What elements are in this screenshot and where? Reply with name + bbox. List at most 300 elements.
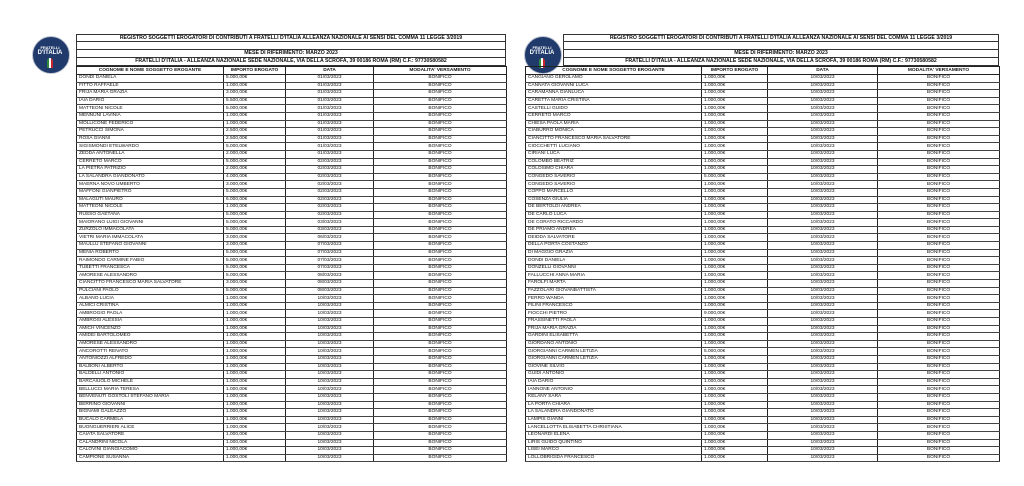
payment-method: BONIFICO	[878, 173, 1000, 181]
payment-method: BONIFICO	[878, 128, 1000, 136]
table-row	[526, 143, 1000, 151]
donation-amount: 5.000,00€	[224, 249, 286, 257]
payment-method: BONIFICO	[878, 150, 1000, 158]
payment-method: BONIFICO	[374, 325, 507, 333]
table-row	[526, 219, 1000, 227]
donation-date: 10/03/2023	[768, 196, 878, 204]
donor-name: PULCIANI PAOLO	[77, 287, 224, 295]
payment-method: BONIFICO	[878, 439, 1000, 447]
donation-date: 10/03/2023	[286, 424, 374, 432]
payment-method: BONIFICO	[374, 393, 507, 401]
donation-date: 02/03/2023	[286, 196, 374, 204]
payment-method: BONIFICO	[878, 97, 1000, 105]
donor-name: CARETTA MARIA CRISTINA	[526, 97, 702, 105]
payment-method: BONIFICO	[374, 204, 507, 212]
table-row	[526, 287, 1000, 295]
donation-date: 10/03/2023	[286, 371, 374, 379]
table-row	[526, 393, 1000, 401]
donation-date: 08/03/2023	[286, 272, 374, 280]
donation-date: 10/03/2023	[768, 325, 878, 333]
payment-method: BONIFICO	[878, 166, 1000, 174]
donation-amount: 1.000,00€	[224, 386, 286, 394]
donation-date: 10/03/2023	[768, 188, 878, 196]
donation-date: 10/03/2023	[768, 181, 878, 189]
table-row	[526, 363, 1000, 371]
donation-amount: 1.000,00€	[702, 219, 768, 227]
donation-date: 10/03/2023	[286, 363, 374, 371]
payment-method: BONIFICO	[374, 158, 507, 166]
donation-amount: 1.000,00€	[224, 431, 286, 439]
donor-name: LAMPIS GIANNI	[526, 416, 702, 424]
donation-date: 10/03/2023	[768, 219, 878, 227]
donation-amount: 1.000,00€	[702, 355, 768, 363]
payment-method: BONIFICO	[878, 401, 1000, 409]
donor-name: DONDI DANIELA	[526, 257, 702, 265]
donation-date: 10/03/2023	[768, 90, 878, 98]
registry-title: REGISTRO SOGGETTI EROGATORI DI CONTRIBUTI A FRATELLI D'ITALIA ALLEANZA NAZIONALE AI SENSI DEL COMMA 11 LEGGE 3/2019	[76, 34, 506, 42]
donation-amount: 1.000,00€	[702, 378, 768, 386]
table-row	[526, 242, 1000, 250]
table-row	[526, 318, 1000, 326]
table-row	[526, 378, 1000, 386]
donation-date: 10/03/2023	[768, 310, 878, 318]
table-row	[77, 340, 507, 348]
donation-date: 10/03/2023	[286, 295, 374, 303]
tricolor-flame-icon	[47, 58, 53, 68]
donor-name: DE PRIAMO ANDREA	[526, 226, 702, 234]
donation-date: 01/03/2023	[286, 143, 374, 151]
donor-name: DEIDDA SALVATORE	[526, 234, 702, 242]
table-row	[526, 431, 1000, 439]
table-row	[526, 90, 1000, 98]
payment-method: BONIFICO	[878, 295, 1000, 303]
donation-date: 10/03/2023	[768, 280, 878, 288]
donation-date: 10/03/2023	[768, 401, 878, 409]
donation-amount: 1.000,00€	[702, 112, 768, 120]
donation-date: 10/03/2023	[768, 431, 878, 439]
column-header-amount: IMPORTO EROGATO	[224, 67, 286, 75]
donation-date: 01/03/2023	[286, 128, 374, 136]
donation-amount: 1.000,00€	[702, 439, 768, 447]
donor-name: CIOCCHETTI LUCIANO	[526, 143, 702, 151]
donor-name: FRIJA MARIA GRAZIA	[77, 90, 224, 98]
donor-name: ALBANO LUCIA	[77, 295, 224, 303]
table-row	[526, 211, 1000, 219]
donor-name: COLOSIMO CHIARA	[526, 166, 702, 174]
donation-amount: 1.000,00€	[702, 249, 768, 257]
payment-method: BONIFICO	[878, 226, 1000, 234]
table-row	[77, 97, 507, 105]
donor-name: GIORGIANNI CARMEN LETIZIA	[526, 348, 702, 356]
payment-method: BONIFICO	[374, 166, 507, 174]
donation-date: 10/03/2023	[768, 287, 878, 295]
table-row	[77, 120, 507, 128]
donation-amount: 1.000,00€	[224, 393, 286, 401]
donation-amount: 1.000,00€	[702, 302, 768, 310]
payment-method: BONIFICO	[374, 242, 507, 250]
donor-name: MATTEONI NICOLE	[77, 204, 224, 212]
donation-amount: 1.000,00€	[224, 363, 286, 371]
donor-name: CIRIANI LUCA	[526, 150, 702, 158]
table-row	[77, 416, 507, 424]
donor-name: VIETRI MARIA IMMACOLATA	[77, 234, 224, 242]
donor-name: CERRETO MARCO	[526, 112, 702, 120]
donor-name: ZEDDA ANTONELLA	[77, 150, 224, 158]
donor-name: MAULLU STEFANO GIOVANNI	[77, 242, 224, 250]
payment-method: BONIFICO	[374, 363, 507, 371]
donation-amount: 1.000,00€	[224, 378, 286, 386]
payment-method: BONIFICO	[878, 204, 1000, 212]
logo-text-line2: D'ITALIA	[37, 50, 63, 56]
reference-month: MESE DI RIFERIMENTO: MARZO 2023	[76, 50, 506, 58]
donation-amount: 1.000,00€	[702, 454, 768, 462]
donation-amount: 1.000,00€	[702, 325, 768, 333]
table-row	[526, 257, 1000, 265]
table-row	[526, 280, 1000, 288]
table-row	[77, 272, 507, 280]
donor-name: LANCELLOTTA ELISABETTA CHRISTIANA	[526, 424, 702, 432]
donation-amount: 5.000,00€	[224, 264, 286, 272]
donation-amount: 1.000,00€	[224, 424, 286, 432]
donation-amount: 1.000,00€	[702, 75, 768, 83]
table-row	[77, 181, 507, 189]
donation-date: 10/03/2023	[286, 393, 374, 401]
payment-method: BONIFICO	[374, 454, 507, 462]
logo-text-line1: FRATELLI	[532, 45, 552, 50]
donor-name: KELANY SARA	[526, 393, 702, 401]
table-row	[526, 340, 1000, 348]
donation-date: 10/03/2023	[768, 120, 878, 128]
table-row	[526, 386, 1000, 394]
payment-method: BONIFICO	[374, 150, 507, 158]
donor-name: LIRIS GUIDO QUINTINO	[526, 439, 702, 447]
donation-date: 01/03/2023	[286, 90, 374, 98]
table-header-row	[77, 67, 507, 75]
donor-name: FRIJA MARIA GRAZIA	[526, 325, 702, 333]
donor-name: CALANDRINI NICOLA	[77, 439, 224, 447]
donor-name: CAIATA SALVATORE	[77, 431, 224, 439]
table-row	[526, 204, 1000, 212]
table-row	[77, 386, 507, 394]
donation-amount: 1.000,00€	[702, 409, 768, 417]
table-row	[526, 371, 1000, 379]
donor-name: ANCOROTTI RENATO	[77, 348, 224, 356]
payment-method: BONIFICO	[878, 318, 1000, 326]
table-row	[77, 204, 507, 212]
donation-amount: 1.000,00€	[702, 447, 768, 455]
party-logo	[28, 36, 72, 76]
donation-amount: 1.000,00€	[224, 333, 286, 341]
payment-method: BONIFICO	[878, 90, 1000, 98]
payment-method: BONIFICO	[374, 249, 507, 257]
logo-text-line2: D'ITALIA	[529, 50, 555, 56]
payment-method: BONIFICO	[374, 181, 507, 189]
table-row	[77, 393, 507, 401]
payment-method: BONIFICO	[878, 431, 1000, 439]
donation-amount: 1.000,00€	[224, 295, 286, 303]
donor-name: ZURZOLO IMMACOLATA	[77, 226, 224, 234]
payment-method: BONIFICO	[878, 272, 1000, 280]
payment-method: BONIFICO	[878, 181, 1000, 189]
donor-name: COPPO MARCELLO	[526, 188, 702, 196]
payment-method: BONIFICO	[878, 135, 1000, 143]
donation-date: 01/03/2023	[286, 105, 374, 113]
donation-amount: 1.000,00€	[224, 112, 286, 120]
payment-method: BONIFICO	[374, 386, 507, 394]
table-row	[77, 257, 507, 265]
donation-date: 10/03/2023	[768, 166, 878, 174]
payment-method: BONIFICO	[374, 234, 507, 242]
donor-name: BARCAIUOLO MICHELE	[77, 378, 224, 386]
table-row	[526, 447, 1000, 455]
donor-name: BALBONI ALBERTO	[77, 363, 224, 371]
table-row	[77, 75, 507, 83]
column-header-date: DATA	[768, 67, 878, 75]
table-row	[77, 105, 507, 113]
donation-amount: 1.000,00€	[224, 439, 286, 447]
payment-method: BONIFICO	[878, 340, 1000, 348]
payment-method: BONIFICO	[374, 226, 507, 234]
table-row	[77, 287, 507, 295]
donation-date: 10/03/2023	[768, 75, 878, 83]
reference-month: MESE DI RIFERIMENTO: MARZO 2023	[563, 50, 999, 58]
donation-amount: 5.000,00€	[224, 272, 286, 280]
donation-date: 10/03/2023	[286, 416, 374, 424]
donor-name: LA SALANDRA GIANDONATO	[77, 173, 224, 181]
table-row	[77, 188, 507, 196]
donation-date: 10/03/2023	[768, 143, 878, 151]
donation-amount: 1.000,00€	[702, 363, 768, 371]
donation-date: 01/03/2023	[286, 82, 374, 90]
payment-method: BONIFICO	[374, 348, 507, 356]
table-row	[526, 295, 1000, 303]
payment-method: BONIFICO	[374, 257, 507, 265]
table-row	[77, 128, 507, 136]
payment-method: BONIFICO	[878, 333, 1000, 341]
donation-date: 07/03/2023	[286, 242, 374, 250]
donation-date: 10/03/2023	[768, 128, 878, 136]
donation-amount: 1.000,00€	[224, 416, 286, 424]
payment-method: BONIFICO	[878, 120, 1000, 128]
donation-date: 10/03/2023	[768, 135, 878, 143]
donor-name: BUCALO CARMELA	[77, 416, 224, 424]
donation-date: 01/03/2023	[286, 97, 374, 105]
donation-amount: 1.000,00€	[702, 204, 768, 212]
donor-name: LISEI MARCO	[526, 447, 702, 455]
table-row	[77, 424, 507, 432]
donation-date: 10/03/2023	[768, 249, 878, 257]
donation-date: 10/03/2023	[768, 173, 878, 181]
table-row	[77, 363, 507, 371]
donation-amount: 1.000,00€	[702, 181, 768, 189]
table-row	[526, 135, 1000, 143]
donation-date: 10/03/2023	[768, 97, 878, 105]
donation-amount: 5.000,00€	[224, 143, 286, 151]
donation-amount: 1.000,00€	[702, 135, 768, 143]
table-row	[526, 120, 1000, 128]
donation-amount: 1.000,00€	[702, 257, 768, 265]
table-row	[526, 454, 1000, 462]
donation-amount: 1.000,00€	[702, 280, 768, 288]
payment-method: BONIFICO	[374, 105, 507, 113]
payment-method: BONIFICO	[878, 257, 1000, 265]
donation-amount: 1.000,00€	[702, 318, 768, 326]
table-row	[526, 75, 1000, 83]
donor-name: LEONARDI ELENA	[526, 431, 702, 439]
donation-amount: 1.000,00€	[224, 409, 286, 417]
payment-method: BONIFICO	[374, 371, 507, 379]
column-header-name: COGNOME E NOME SOGGETTO EROGANTE	[77, 67, 224, 75]
table-row	[77, 431, 507, 439]
donation-date: 08/03/2023	[286, 280, 374, 288]
table-row	[526, 348, 1000, 356]
donor-name: FAROLFI MARTA	[526, 280, 702, 288]
payment-method: BONIFICO	[374, 219, 507, 227]
donation-date: 02/03/2023	[286, 188, 374, 196]
table-row	[526, 439, 1000, 447]
table-row	[77, 280, 507, 288]
payment-method: BONIFICO	[374, 188, 507, 196]
table-row	[77, 310, 507, 318]
payment-method: BONIFICO	[878, 424, 1000, 432]
donor-name: FALLUCCHI ANNA MARIA	[526, 272, 702, 280]
donation-date: 10/03/2023	[768, 264, 878, 272]
donation-date: 02/03/2023	[286, 158, 374, 166]
payment-method: BONIFICO	[878, 234, 1000, 242]
table-row	[77, 166, 507, 174]
donor-name: MAIORANO LUIGI GIOVANNI	[77, 219, 224, 227]
donation-amount: 5.000,00€	[224, 188, 286, 196]
table-row	[77, 333, 507, 341]
table-row	[77, 348, 507, 356]
payment-method: BONIFICO	[878, 105, 1000, 113]
table-row	[77, 143, 507, 151]
donor-name: ROSA GIANNI	[77, 135, 224, 143]
donor-name: GIORGIANNI CARMEN LETIZIA	[526, 355, 702, 363]
table-row	[77, 295, 507, 303]
donor-name: RUSSO GAETANA	[77, 211, 224, 219]
payment-method: BONIFICO	[374, 211, 507, 219]
donation-amount: 1.000,00€	[702, 211, 768, 219]
donation-amount: 1.000,00€	[702, 143, 768, 151]
payment-method: BONIFICO	[374, 120, 507, 128]
donor-name: GIORDANO ANTONIO	[526, 340, 702, 348]
payment-method: BONIFICO	[374, 333, 507, 341]
donation-date: 07/03/2023	[286, 249, 374, 257]
donation-date: 10/03/2023	[768, 439, 878, 447]
donor-name: CALOVINI GIANGIACOMO	[77, 447, 224, 455]
donation-date: 10/03/2023	[768, 416, 878, 424]
payment-method: BONIFICO	[878, 82, 1000, 90]
table-row	[526, 355, 1000, 363]
table-row	[77, 135, 507, 143]
payment-method: BONIFICO	[878, 302, 1000, 310]
column-header-date: DATA	[286, 67, 374, 75]
donation-date: 01/03/2023	[286, 112, 374, 120]
donor-name: MAFFONI GIANPIETRO	[77, 188, 224, 196]
table-row	[526, 272, 1000, 280]
donation-amount: 1.000,00€	[702, 416, 768, 424]
donation-amount: 4.000,00€	[224, 173, 286, 181]
column-header-payment-method: MODALITA' VERSAMENTO	[374, 67, 507, 75]
donor-name: SIGISMONDI ETELWARDO	[77, 143, 224, 151]
donation-date: 10/03/2023	[768, 105, 878, 113]
donation-date: 10/03/2023	[768, 371, 878, 379]
donation-amount: 5.500,00€	[224, 97, 286, 105]
organization-info: FRATELLI D'ITALIA - ALLEANZA NAZIONALE SEDE NAZIONALE, VIA DELLA SCROFA, 39 00186 ROMA (RM) C.F.: 97730580582	[563, 58, 999, 66]
payment-method: BONIFICO	[374, 340, 507, 348]
donor-name: CAMPIONE SUSANNA	[77, 454, 224, 462]
payment-method: BONIFICO	[878, 363, 1000, 371]
donation-date: 07/03/2023	[286, 257, 374, 265]
donation-amount: 1.000,00€	[702, 196, 768, 204]
donor-name: DE CARLO LUCA	[526, 211, 702, 219]
donation-amount: 1.000,00€	[702, 82, 768, 90]
donors-table	[76, 66, 507, 462]
donation-date: 10/03/2023	[768, 363, 878, 371]
donor-name: CASTELLI GUIDO	[526, 105, 702, 113]
donation-amount: 1.000,00€	[224, 120, 286, 128]
donation-date: 10/03/2023	[768, 257, 878, 265]
donation-date: 10/03/2023	[286, 355, 374, 363]
payment-method: BONIFICO	[878, 280, 1000, 288]
donor-name: MENIA ROBERTO	[77, 249, 224, 257]
donor-name: BERRINO GIOVANNI	[77, 401, 224, 409]
donor-name: GUIDI ANTONIO	[526, 371, 702, 379]
donor-name: MATTEONI NICOLE	[77, 105, 224, 113]
donation-amount: 1.000,00€	[224, 454, 286, 462]
donor-name: AMIDEI BARTOLOMEO	[77, 333, 224, 341]
donation-date: 10/03/2023	[768, 424, 878, 432]
donors-table	[525, 66, 1000, 462]
payment-method: BONIFICO	[374, 295, 507, 303]
donor-name: LA PIETRA PATRIZIO	[77, 166, 224, 174]
donation-amount: 5.000,00€	[702, 173, 768, 181]
donor-name: AMORESE ALESSANDRO	[77, 340, 224, 348]
donation-amount: 1.000,00€	[702, 431, 768, 439]
donor-name: DE CORATO RICCARDO	[526, 219, 702, 227]
table-row	[77, 355, 507, 363]
donor-name: ANTONIOZZI ALFREDO	[77, 355, 224, 363]
donation-amount: 3.000,00€	[224, 234, 286, 242]
donation-amount: 1.000,00€	[702, 120, 768, 128]
table-row	[526, 166, 1000, 174]
donor-name: CIABURRO MONICA	[526, 128, 702, 136]
donor-name: FITTO RAFFAELE	[77, 82, 224, 90]
donation-amount: 1.000,00€	[702, 424, 768, 432]
donor-name: MAERNA NOVO UMBERTO	[77, 181, 224, 189]
donor-name: COSENZA GIULIA	[526, 196, 702, 204]
donor-name: TUBETTI FRANCESCA	[77, 264, 224, 272]
donation-amount: 1.000,00€	[702, 371, 768, 379]
payment-method: BONIFICO	[878, 75, 1000, 83]
payment-method: BONIFICO	[878, 416, 1000, 424]
donor-name: FERRO WANDA	[526, 295, 702, 303]
table-row	[77, 158, 507, 166]
donation-amount: 3.000,00€	[224, 280, 286, 288]
donor-name: CHIESA PAOLA MARIA	[526, 120, 702, 128]
donation-date: 10/03/2023	[286, 310, 374, 318]
payment-method: BONIFICO	[374, 173, 507, 181]
donation-amount: 1.000,00€	[702, 234, 768, 242]
donation-date: 02/03/2023	[286, 211, 374, 219]
table-row	[526, 409, 1000, 417]
donation-date: 01/03/2023	[286, 150, 374, 158]
donor-name: LA SALANDRA GIANDONATO	[526, 409, 702, 417]
table-row	[77, 82, 507, 90]
payment-method: BONIFICO	[374, 97, 507, 105]
donor-name: MALAGUTI MAURO	[77, 196, 224, 204]
